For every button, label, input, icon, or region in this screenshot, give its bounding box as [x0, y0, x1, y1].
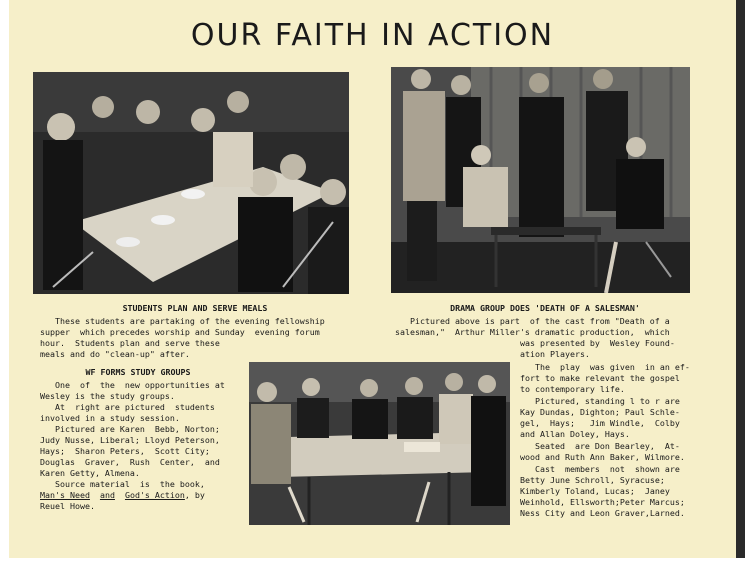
- book-title-part: Man's Need: [40, 490, 90, 500]
- meals-body-line: supper which precedes worship and Sunday evening forum: [40, 327, 320, 337]
- drama-body-line: Betty June Schroll, Syracuse;: [520, 475, 665, 485]
- study-groups-body-line: At right are pictured students: [40, 402, 215, 412]
- drama-heading: DRAMA GROUP DOES 'DEATH OF A SALESMAN': [450, 303, 640, 313]
- photo-students-dining: [33, 72, 349, 294]
- study-groups-body-line: Karen Getty, Almena.: [40, 468, 140, 478]
- drama-body-line: Cast members not shown are: [520, 464, 680, 474]
- study-groups-heading: WF FORMS STUDY GROUPS: [85, 367, 191, 377]
- meals-body-line: hour. Students plan and serve these: [40, 338, 220, 348]
- photo-drama-group: [391, 67, 690, 293]
- page-bottom-margin: [0, 558, 745, 567]
- meals-body-line: These students are partaking of the evening fellowship: [40, 316, 325, 326]
- drama-body-line: Kimberly Toland, Lucas; Janey: [520, 486, 670, 496]
- book-author: Reuel Howe.: [40, 501, 95, 511]
- drama-body-line: Weinhold, Ellsworth;Peter Marcus;: [520, 497, 685, 507]
- drama-body-line: wood and Ruth Ann Baker, Wilmore.: [520, 452, 685, 462]
- drama-body-line: The play was given in an ef-: [520, 362, 690, 372]
- book-title-and: and: [99, 490, 115, 500]
- drama-body-line: Seated are Don Bearley, At-: [520, 441, 680, 451]
- drama-body-line: was presented by Wesley Found-: [520, 338, 675, 348]
- photo-study-group: [249, 362, 510, 525]
- page-title: OUR FAITH IN ACTION: [190, 18, 555, 53]
- drama-body-line: gel, Hays; Jim Windle, Colby: [520, 418, 680, 428]
- study-groups-body-line: One of the new opportunities at: [40, 380, 225, 390]
- drama-body-line: to contemporary life.: [520, 384, 625, 394]
- meals-heading: STUDENTS PLAN AND SERVE MEALS: [122, 303, 268, 313]
- drama-body-line: and Allan Doley, Hays.: [520, 429, 630, 439]
- study-groups-body-line: Hays; Sharon Peters, Scott City;: [40, 446, 210, 456]
- study-groups-body-line: Pictured are Karen Bebb, Norton;: [40, 424, 220, 434]
- study-groups-body-line: involved in a study session.: [40, 413, 180, 423]
- study-groups-body-line: Wesley is the study groups.: [40, 391, 175, 401]
- drama-intro-line: salesman," Arthur Miller's dramatic production, which: [395, 327, 670, 337]
- by-word: , by: [184, 490, 205, 500]
- book-title-line: [40, 490, 205, 501]
- drama-body-line: Pictured, standing l to r are: [520, 396, 680, 406]
- study-groups-body-line: Judy Nusse, Liberal; Lloyd Peterson,: [40, 435, 220, 445]
- study-groups-body-line: Douglas Graver, Rush Center, and: [40, 457, 220, 467]
- drama-body-line: fort to make relevant the gospel: [520, 373, 680, 383]
- drama-body-line: Ness City and Leon Graver,Larned.: [520, 508, 685, 518]
- drama-body-line: Kay Dundas, Dighton; Paul Schle-: [520, 407, 680, 417]
- drama-body-line: ation Players.: [520, 349, 590, 359]
- page-edge-shadow: [736, 0, 745, 567]
- meals-body-line: meals and do "clean-up" after.: [40, 349, 190, 359]
- study-groups-body-line: Source material is the book,: [40, 479, 205, 489]
- drama-intro-line: Pictured above is part of the cast from "Death of a: [395, 316, 670, 326]
- book-title-part: God's Action: [124, 490, 185, 500]
